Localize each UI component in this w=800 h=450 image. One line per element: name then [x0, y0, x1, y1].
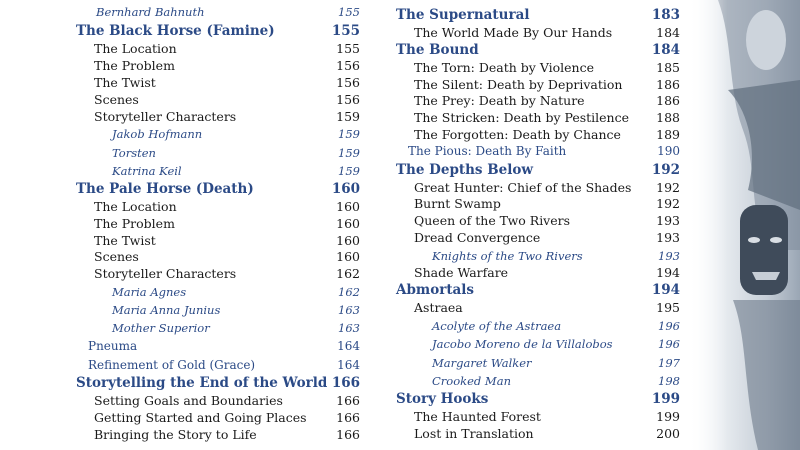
toc-entry-page: 160 — [336, 216, 360, 231]
toc-entry-title: Maria Agnes — [112, 285, 187, 299]
toc-entry[interactable] — [380, 319, 680, 333]
toc-entry[interactable] — [380, 110, 680, 125]
toc-entry-page: 164 — [337, 358, 360, 372]
toc-entry-title: Torsten — [112, 146, 156, 160]
toc-entry-title: The Depths Below — [396, 162, 533, 178]
toc-entry-title: Bringing the Story to Life — [94, 427, 257, 442]
toc-entry[interactable] — [60, 410, 360, 425]
toc-entry-page: 160 — [336, 249, 360, 264]
toc-entry[interactable] — [380, 300, 680, 315]
toc-entry[interactable] — [380, 7, 680, 23]
toc-entry[interactable] — [380, 391, 680, 407]
toc-entry-page: 160 — [331, 181, 360, 197]
toc-entry[interactable] — [60, 339, 360, 353]
toc-entry-title: Katrina Keil — [112, 164, 182, 178]
toc-entry-title: The Pious: Death By Faith — [408, 144, 567, 158]
toc-entry[interactable] — [380, 60, 680, 75]
toc-entry[interactable] — [60, 127, 360, 141]
toc-entry-title: Dread Convergence — [414, 230, 541, 245]
toc-entry[interactable] — [380, 409, 680, 424]
toc-entry-page: 192 — [656, 180, 680, 195]
toc-entry-page: 190 — [657, 144, 680, 158]
toc-entry-title: Crooked Man — [432, 374, 511, 388]
toc-entry-page: 162 — [338, 285, 360, 299]
toc-entry-page: 188 — [656, 110, 680, 125]
toc-entry-title: Shade Warfare — [414, 265, 509, 280]
toc-entry[interactable] — [380, 127, 680, 142]
toc-entry-page: 186 — [656, 77, 680, 92]
toc-entry[interactable] — [380, 356, 680, 370]
toc-entry-page: 163 — [338, 321, 360, 335]
toc-entry-title: The World Made By Our Hands — [414, 25, 613, 40]
toc-entry-title: The Forgotten: Death by Chance — [414, 127, 621, 142]
toc-entry[interactable] — [60, 109, 360, 124]
toc-entry-page: 200 — [656, 426, 680, 441]
toc-entry-page: 166 — [336, 393, 360, 408]
toc-entry-title: The Prey: Death by Nature — [414, 93, 585, 108]
toc-entry-page: 159 — [338, 164, 360, 178]
toc-entry[interactable] — [380, 93, 680, 108]
toc-entry-page: 156 — [336, 92, 360, 107]
illustration-panel — [688, 0, 800, 450]
toc-entry-title: Scenes — [94, 92, 139, 107]
toc-entry[interactable] — [60, 92, 360, 107]
toc-entry-page: 185 — [656, 60, 680, 75]
toc-entry-title: Setting Goals and Boundaries — [94, 393, 283, 408]
toc-entry-page: 160 — [336, 233, 360, 248]
toc-entry-page: 164 — [337, 339, 360, 353]
toc-entry-title: Burnt Swamp — [414, 196, 501, 211]
toc-entry-title: Margaret Walker — [432, 356, 532, 370]
toc-entry[interactable] — [380, 180, 680, 195]
toc-entry-page: 184 — [656, 25, 680, 40]
toc-entry-page: 193 — [656, 213, 680, 228]
toc-entry-page: 166 — [331, 375, 360, 391]
toc-entry-title: Jacobo Moreno de la Villalobos — [432, 337, 613, 351]
toc-entry[interactable] — [60, 249, 360, 264]
toc-entry[interactable] — [380, 282, 680, 298]
toc-entry-title: Bernhard Bahnuth — [96, 5, 205, 19]
toc-entry-page: 166 — [336, 427, 360, 442]
toc-entry[interactable] — [60, 23, 360, 39]
toc-entry[interactable] — [60, 285, 360, 299]
toc-entry-title: The Pale Horse (Death) — [76, 181, 254, 197]
toc-entry-title: Maria Anna Junius — [112, 303, 221, 317]
toc-entry-page: 195 — [656, 300, 680, 315]
toc-entry-title: The Location — [94, 41, 177, 56]
toc-entry-title: The Problem — [94, 58, 175, 73]
toc-entry-page: 189 — [656, 127, 680, 142]
toc-entry-title: Jakob Hofmann — [112, 127, 203, 141]
toc-entry-page: 196 — [658, 337, 680, 351]
toc-entry[interactable] — [380, 42, 680, 58]
toc-entry-title: Queen of the Two Rivers — [414, 213, 571, 228]
toc-entry-page: 162 — [336, 266, 360, 281]
toc-entry-title: The Supernatural — [396, 7, 530, 23]
toc-entry-title: Great Hunter: Chief of the Shades — [414, 180, 632, 195]
toc-entry[interactable] — [380, 249, 680, 263]
toc-entry[interactable] — [60, 146, 360, 160]
toc-entry[interactable] — [60, 75, 360, 90]
toc-entry[interactable] — [380, 162, 680, 178]
toc-entry-title: Story Hooks — [396, 391, 489, 407]
toc-entry[interactable] — [60, 393, 360, 408]
toc-entry-title: Acolyte of the Astraea — [432, 319, 562, 333]
toc-entry-page: 192 — [651, 162, 680, 178]
toc-entry-page: 193 — [658, 249, 680, 263]
toc-entry-page: 155 — [336, 41, 360, 56]
toc-entry-page: 156 — [336, 58, 360, 73]
toc-entry-title: The Stricken: Death by Pestilence — [414, 110, 630, 125]
toc-entry-page: 159 — [336, 109, 360, 124]
toc-entry-page: 155 — [338, 5, 360, 19]
toc-entry-page: 197 — [658, 356, 680, 370]
toc-entry-title: Astraea — [414, 300, 463, 315]
toc-entry[interactable] — [380, 25, 680, 40]
toc-entry-page: 199 — [651, 391, 680, 407]
toc-entry-title: Lost in Translation — [414, 426, 534, 441]
toc-entry-title: The Torn: Death by Violence — [414, 60, 594, 75]
toc-entry-page: 183 — [651, 7, 680, 23]
toc-entry-page: 156 — [336, 75, 360, 90]
toc-entry[interactable] — [60, 427, 360, 442]
toc-entry-title: Refinement of Gold (Grace) — [88, 358, 256, 372]
toc-entry[interactable] — [380, 374, 680, 388]
toc-entry-title: Abmortals — [396, 282, 475, 298]
toc-entry-title: Mother Superior — [112, 321, 210, 335]
toc-entry[interactable] — [60, 358, 360, 372]
toc-entry[interactable] — [380, 265, 680, 280]
toc-entry-title: The Problem — [94, 216, 175, 231]
toc-entry[interactable] — [60, 164, 360, 178]
toc-entry[interactable] — [60, 58, 360, 73]
toc-entry-page: 159 — [338, 146, 360, 160]
toc-entry[interactable] — [380, 144, 680, 158]
toc-entry[interactable] — [60, 303, 360, 317]
toc-entry-page: 194 — [656, 265, 680, 280]
toc-entry-page: 194 — [651, 282, 680, 298]
toc-entry-page: 159 — [338, 127, 360, 141]
toc-entry[interactable] — [60, 5, 360, 19]
toc-entry-title: Storytelling the End of the World — [76, 375, 328, 391]
toc-entry[interactable] — [380, 230, 680, 245]
toc-entry[interactable] — [60, 41, 360, 56]
toc-entry-page: 163 — [338, 303, 360, 317]
toc-entry-page: 193 — [656, 230, 680, 245]
toc-entry-title: The Haunted Forest — [414, 409, 541, 424]
illustration-icon — [688, 0, 800, 450]
toc-entry[interactable] — [60, 266, 360, 281]
toc-entry-title: Pneuma — [88, 339, 138, 353]
toc-entry-page: 198 — [658, 374, 680, 388]
toc-entry-page: 155 — [331, 23, 360, 39]
toc-entry[interactable] — [60, 199, 360, 214]
toc-entry-title: The Location — [94, 199, 177, 214]
toc-entry-title: The Black Horse (Famine) — [76, 23, 275, 39]
toc-entry-title: Storyteller Characters — [94, 109, 237, 124]
toc-entry-title: Scenes — [94, 249, 139, 264]
toc-entry-title: The Silent: Death by Deprivation — [414, 77, 623, 92]
toc-entry[interactable] — [380, 213, 680, 228]
toc-entry-title: The Twist — [94, 233, 156, 248]
toc-entry-page: 199 — [656, 409, 680, 424]
toc-entry-page: 166 — [336, 410, 360, 425]
toc-entry[interactable] — [380, 426, 680, 441]
toc-entry[interactable] — [380, 337, 680, 351]
toc-entry[interactable] — [60, 375, 360, 391]
toc-entry[interactable] — [380, 196, 680, 211]
toc-entry-page: 186 — [656, 93, 680, 108]
toc-entry-title: Knights of the Two Rivers — [432, 249, 583, 263]
toc-entry[interactable] — [60, 321, 360, 335]
toc-entry[interactable] — [60, 216, 360, 231]
toc-entry-page: 184 — [651, 42, 680, 58]
toc-entry-page: 196 — [658, 319, 680, 333]
toc-entry-title: The Bound — [396, 42, 479, 58]
toc-entry-page: 192 — [656, 196, 680, 211]
toc-entry-page: 160 — [336, 199, 360, 214]
toc-entry-title: Getting Started and Going Places — [94, 410, 307, 425]
toc-entry[interactable] — [60, 181, 360, 197]
toc-entry[interactable] — [60, 233, 360, 248]
toc-entry[interactable] — [380, 77, 680, 92]
toc-entry-title: Storyteller Characters — [94, 266, 237, 281]
toc-entry-title: The Twist — [94, 75, 156, 90]
